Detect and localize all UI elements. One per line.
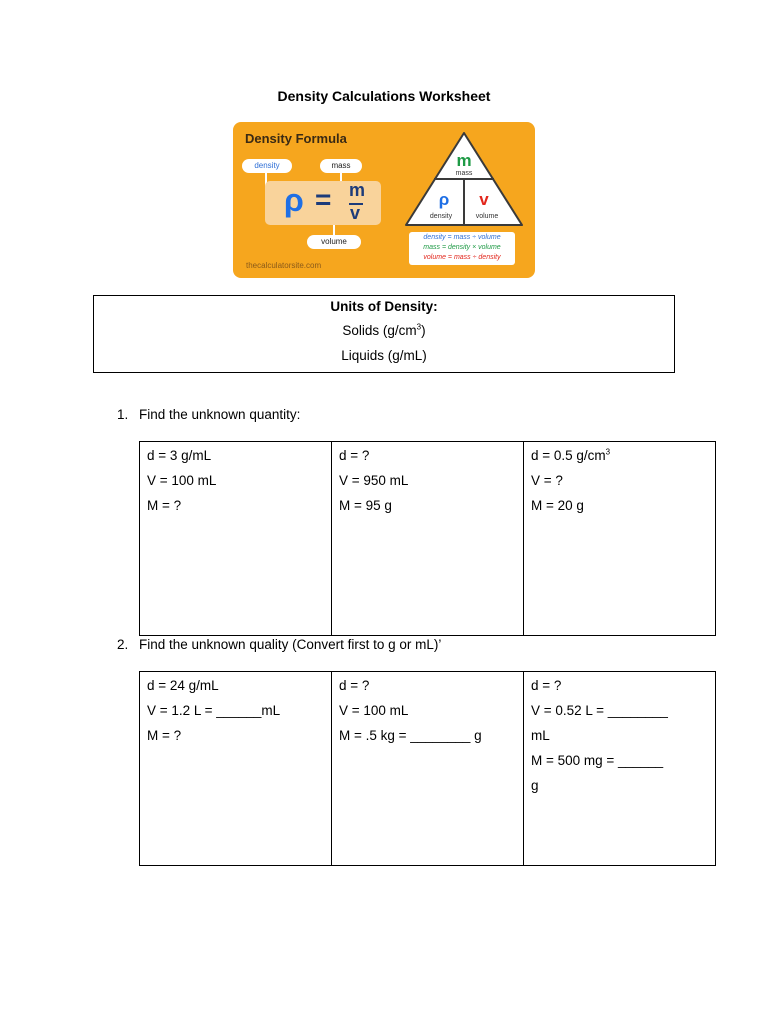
- equals-sign: =: [315, 184, 332, 215]
- site-credit: thecalculatorsite.com: [246, 261, 322, 270]
- table-cell: [140, 672, 332, 866]
- cell-line: d = 0.5 $g/cm^3$: [531, 447, 611, 463]
- triangle-volume-label: volume: [475, 213, 499, 220]
- table-cell: [140, 442, 332, 636]
- cell-line: M = ?: [147, 498, 182, 513]
- cell-line: M = 95 g: [339, 498, 392, 513]
- volume-label-pill: volume: [307, 235, 361, 249]
- cell-line: d = 3 g/mL: [147, 448, 212, 463]
- triangle-mass-label: mass: [455, 170, 473, 177]
- formula-equation: [265, 181, 381, 225]
- cell-line: M = ?: [147, 728, 182, 743]
- cell-line: mL: [531, 728, 550, 743]
- formula-relations: [409, 232, 515, 265]
- cell-line: V = ?: [531, 473, 563, 488]
- units-solids: Solids $(g/cm^3)$: [342, 322, 426, 338]
- density-triangle: [403, 130, 525, 228]
- cell-line: M = 20 g: [531, 498, 584, 513]
- graphic-heading: Density Formula: [245, 131, 347, 146]
- cell-line: V = 950 mL: [339, 473, 409, 488]
- cell-line: d = ?: [339, 448, 370, 463]
- density-formula-graphic: [233, 122, 535, 278]
- units-of-density-box: [93, 295, 675, 373]
- triangle-density-label: density: [429, 213, 453, 220]
- cell-line: V = 100 mL: [147, 473, 217, 488]
- triangle-density-symbol: ρ: [438, 190, 450, 209]
- cell-line: V = 100 mL: [339, 703, 409, 718]
- table-row: [140, 672, 716, 866]
- table-cell: [524, 442, 716, 636]
- mass-label-pill: mass: [320, 159, 362, 173]
- units-title: Units of Density:: [330, 299, 438, 314]
- triangle-volume-symbol: v: [479, 190, 489, 209]
- question-2-table: [139, 671, 716, 866]
- cell-line: M = .5 kg = ________ g: [339, 728, 482, 743]
- table-cell: [332, 442, 524, 636]
- cell-line: V = 0.52 L = ________: [531, 703, 668, 718]
- cell-line: V = 1.2 L = ______mL: [147, 703, 281, 718]
- relation-density: density = mass ÷ volume: [423, 234, 501, 241]
- question-number: 1.: [117, 407, 129, 422]
- density-label-pill: density: [242, 159, 292, 173]
- connector-line: [333, 225, 335, 236]
- cell-line: M = 500 mg = ______: [531, 753, 664, 768]
- cell-line: d = ?: [339, 678, 370, 693]
- table-cell: [332, 672, 524, 866]
- fraction-numerator: m: [349, 180, 366, 200]
- units-liquids: Liquids (g/mL): [341, 348, 427, 363]
- cell-line: d = 24 g/mL: [147, 678, 219, 693]
- question-prompt: Find the unknown quantity:: [139, 407, 301, 422]
- question-1-table: [139, 441, 716, 636]
- question-prompt: Find the unknown quality (Convert first to g or mL)’: [139, 637, 442, 652]
- triangle-mass-symbol: m: [456, 151, 472, 170]
- fraction-denominator: v: [350, 203, 361, 223]
- rho-symbol: ρ: [284, 182, 304, 218]
- question-2: [117, 637, 441, 652]
- question-1: [117, 407, 300, 422]
- question-number: 2.: [117, 637, 129, 652]
- cell-line: g: [531, 778, 539, 793]
- worksheet-title: Density Calculations Worksheet: [277, 88, 491, 104]
- relation-volume: volume = mass ÷ density: [423, 254, 501, 261]
- table-cell: [524, 672, 716, 866]
- cell-line: d = ?: [531, 678, 562, 693]
- relation-mass: mass = density × volume: [423, 244, 501, 251]
- table-row: [140, 442, 716, 636]
